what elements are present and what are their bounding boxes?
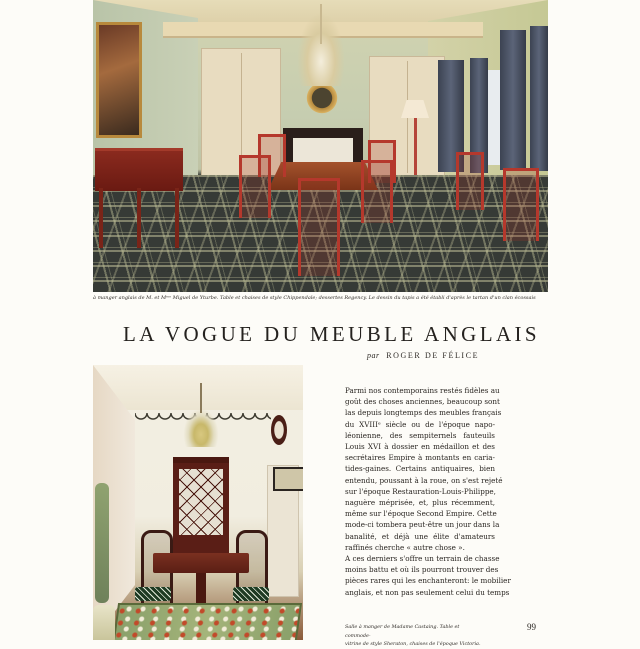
body-line: mode-ci tombera peut-être un jour dans la — [345, 520, 500, 530]
cabinet-glazing — [179, 469, 223, 535]
body-line: Parmi nos contemporains restés fidèles au — [345, 386, 500, 395]
ceiling — [93, 365, 303, 410]
vase — [93, 605, 115, 640]
body-line: las depuis longtemps des meubles français — [345, 408, 502, 418]
round-mirror — [303, 82, 341, 114]
article-body — [345, 385, 511, 598]
plant — [95, 483, 109, 603]
chair-seat-green — [135, 587, 171, 601]
body-line: goût des choses anciennes, beaucoup sont — [345, 397, 500, 407]
sideboard-legs — [99, 188, 179, 248]
regency-sideboard — [95, 148, 183, 191]
body-line: même sur l'époque Second Empire. Cette — [345, 509, 497, 519]
page-number: 99 — [527, 622, 536, 632]
byline — [367, 351, 479, 360]
chair-seat-green — [233, 587, 269, 601]
body-line: entendu, poussant à la roue, on s'est rejeté — [345, 475, 503, 485]
fireplace — [283, 128, 363, 166]
body-line: moins battu et où ils pourront trouver des — [345, 565, 499, 575]
body-line: naguère méprisée, et, plus récemment, — [345, 498, 495, 508]
body-line: léonienne, des sempiternels fauteuils — [345, 430, 495, 440]
chippendale-chair-front — [298, 178, 340, 276]
body-line: sur l'époque Restauration-Louis-Philippe, — [345, 486, 496, 496]
chippendale-chair — [239, 155, 271, 218]
curtain — [500, 30, 526, 170]
dining-room-photo-yturbe — [93, 0, 548, 292]
dining-room-photo-castaing — [93, 365, 303, 640]
wall-rack — [273, 467, 303, 491]
chandelier — [181, 405, 221, 447]
author-name: ROGER DE FÉLICE — [386, 351, 480, 360]
photo2-caption-line: Salle à manger de Madame Castaing. Table et commode- — [345, 624, 460, 639]
photo1-caption: à manger anglais de M. et Mᵐᵉ Miguel de Yturbe. Table et chaises de style Chippendale; dessertes Regency. Le dessin du tapis a été établi d'après le tartan d'un clan écossais — [93, 295, 536, 301]
article-title: LA VOGUE DU MEUBLE ANGLAIS — [123, 322, 541, 346]
chippendale-chair — [361, 160, 393, 223]
body-line: secrétaires Empire à montants en caria- — [345, 453, 495, 463]
body-line: banalité, et déjà une élite d'amateurs — [345, 531, 495, 541]
photo2-caption — [345, 623, 485, 649]
body-line: anglais, et non pas seulement celui du temps — [345, 587, 510, 597]
photo2-caption-line: vitrine de style Sheraton, chaises de l'époque Victoria. — [345, 641, 481, 647]
chippendale-chair — [456, 152, 484, 210]
body-line: Louis XVI à dossier en médaillon et des — [345, 442, 495, 452]
oval-mirror — [271, 415, 287, 445]
body-line: tides-gaines. Certains antiquaires, bien — [345, 464, 495, 474]
body-line: pièces rares qui les enchanteront: le mobilier — [345, 576, 511, 586]
side-table — [503, 168, 539, 241]
crystal-chandelier — [293, 4, 349, 86]
patterned-rug — [112, 603, 302, 640]
pedestal-table — [153, 553, 249, 573]
curtain — [530, 26, 548, 171]
body-line: raffinés cherche « autre chose ». — [345, 542, 465, 552]
byline-prefix: par — [367, 351, 380, 360]
body-line: du XVIIIᵉ siècle ou de l'époque napo- — [345, 419, 495, 429]
body-line: A ces derniers s'offre un terrain de chasse — [345, 554, 500, 564]
framed-painting — [96, 22, 142, 138]
